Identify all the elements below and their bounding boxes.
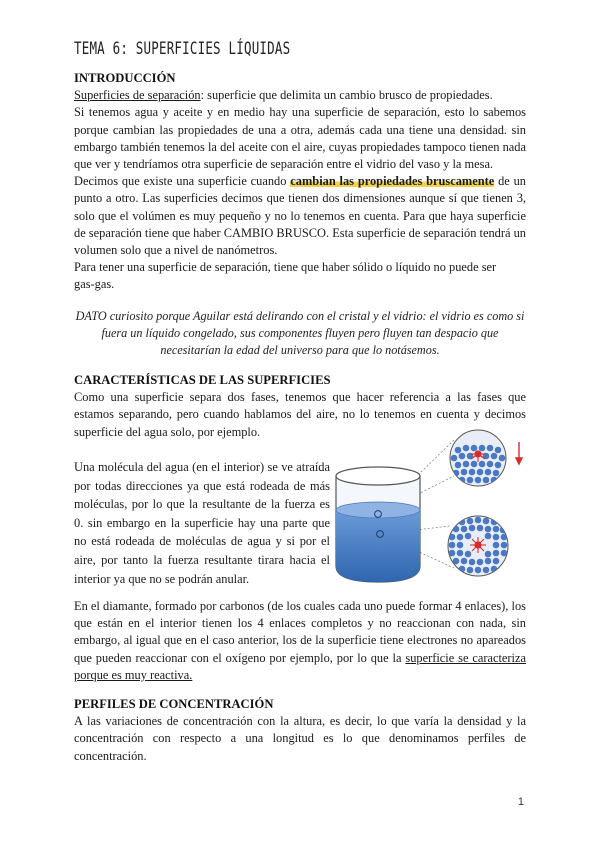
perfiles-heading: PERFILES DE CONCENTRACIÓN xyxy=(74,697,274,711)
intro-paragraph-2 xyxy=(74,173,526,259)
intro-p2-start: Decimos que existe una superficie cuando xyxy=(74,174,291,189)
perfiles-paragraph-1: A las variaciones de concentración con la altura, es decir, lo que varía la densidad y la concentración con respecto a una longitud es lo que denominamos perfiles de concentración. xyxy=(74,714,526,763)
page-number: 1 xyxy=(517,796,524,808)
surface-zoom-circle xyxy=(450,430,506,486)
highlighted-phrase: cambian las propiedades bruscamente xyxy=(290,174,495,189)
intro-paragraph-3: Para tener una superficie de separación, tiene que haber sólido o líquido no puede ser gas-gas. xyxy=(74,260,497,292)
intro-p2-end: de un punto a otro. Las superficies decimos que tienen dos dimensiones aunque sí que tienen 3, solo que el volúmen es muy pequeño y no lo tenemos en cuenta. Para que haya superficie de separación tiene que haber CAMBIO BRUSCO. Esta superficie de separación tendrá un volumen solo que a nivel de nanómetros. xyxy=(74,174,526,258)
page-title: TEMA 6: SUPERFICIES LÍQUIDAS xyxy=(74,38,291,59)
dato-note: DATO curiosito porque Aguilar está delirando con el cristal y el vidrio: el vidrio es como si fuera un líquido congelado, sus componentes fluyen pero fluyen tan despacio que necesitarían la edad del universo para que lo notásemos. xyxy=(75,309,525,358)
intro-definition xyxy=(74,87,526,104)
reactive-surface-phrase: superficie se caracteriza porque es muy reactiva. xyxy=(74,650,526,682)
perfiles-section xyxy=(74,696,526,765)
intro-paragraph-1: Si tenemos agua y aceite y en medio hay una superficie de separación, esto lo sabemos porque cambian las propiedades de una a otra, además cada una tiene una densidad. sin embargo también tenemos la del aceite con el aire, cuyas propiedades tampoco tienen nada que ver y tendríamos otra superficie de separación entre el vidrio del vaso y la mesa. xyxy=(74,105,526,172)
diamond-text: En el diamante, formado por carbonos (de los cuales cada uno puede formar 4 enlaces), los que están en el interior tienen los 4 enlaces completos y no reaccionan con nada, sin embargo, al igual que en el caso anterior, los de la superficie tiene electrones no apareados que pueden reaccionar con el oxígeno por ejemplo, por lo que la xyxy=(74,599,526,665)
caract-paragraph-3 xyxy=(74,598,526,684)
beaker-icon xyxy=(336,467,420,582)
surface-molecules-figure xyxy=(330,418,530,588)
caract-paragraph-1: Como una superficie separa dos fases, tenemos que hacer referencia a las fases que estamos separando, pero cuando hablamos del aire, no lo tenemos en cuenta y decimos superficie del agua solo, por ejemplo. xyxy=(74,390,526,439)
caract-heading: CARACTERÍSTICAS DE LAS SUPERFICIES xyxy=(74,373,331,387)
definition-term: Superficies de separación xyxy=(74,88,201,103)
caract-paragraph-2: Una molécula del agua (en el interior) se ve atraída por todas direcciones ya que está rodeada de más moléculas, por lo que la resultante de la fuerza es 0. sin embargo en la superficie hay una parte que no está rodeada de moléculas de agua y si por el aire, por tanto la fuerza resultante tirara hacia el interior ya que no se podrán anular. xyxy=(74,460,330,586)
definition-text: : superficie que delimita un cambio brusco de propiedades. xyxy=(200,88,493,103)
resultant-force-arrow-icon xyxy=(516,442,522,464)
interior-zoom-circle xyxy=(448,516,508,576)
diamond-section xyxy=(74,598,526,684)
intro-section xyxy=(74,70,526,294)
intro-heading: INTRODUCCIÓN xyxy=(74,71,176,85)
